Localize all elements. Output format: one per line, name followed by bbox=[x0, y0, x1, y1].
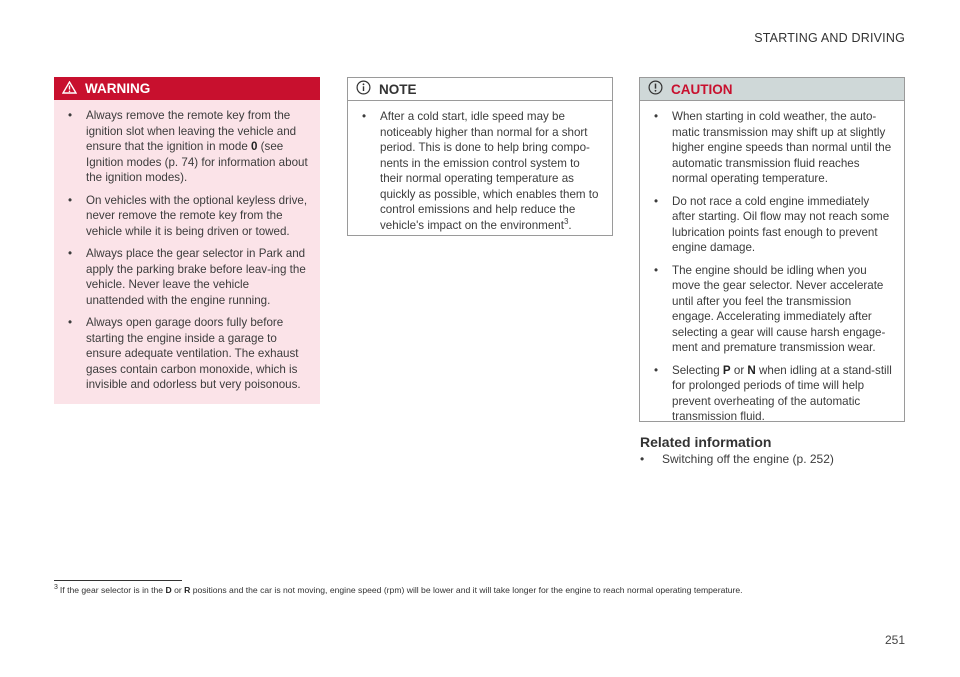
warning-triangle-icon bbox=[62, 81, 77, 97]
warning-header bbox=[54, 77, 320, 100]
related-link-switching-off-engine[interactable]: • Switching off the engine (p. 252) bbox=[640, 452, 834, 466]
caution-item: • Selecting P or N when idling at a stand-still for prolonged periods of time will help prevent overheating of the automatic transmission fluid. bbox=[654, 363, 892, 423]
section-title: STARTING AND DRIVING bbox=[754, 31, 905, 45]
page-number: 251 bbox=[884, 633, 905, 647]
info-circle-icon bbox=[356, 80, 371, 98]
note-item: • After a cold start, idle speed may be noticeably higher than normal for a short period. This is done to help bring compo-nents in the emission control system to their normal operating temperature as quickly as possible, which enables them to control emissions and help reduce the vehicle's impact on the environment$^3$. bbox=[362, 110, 599, 232]
caution-header bbox=[640, 78, 904, 101]
exclamation-circle-icon bbox=[648, 80, 663, 98]
warning-title: WARNING bbox=[85, 81, 151, 96]
caution-item: • Do not race a cold engine immediately after starting. Oil flow may not reach some lubrication points fast enough to prevent engine damage. bbox=[654, 194, 890, 254]
warning-item: • Always remove the remote key from the ignition slot when leaving the vehicle and ensure that the ignition in mode 0 (see Ignition modes (p. 74) for information about the ignition modes). bbox=[68, 109, 308, 184]
note-title: NOTE bbox=[379, 81, 417, 97]
footnote: $^3$ If the gear selector is in the D or R positions and the car is not moving, engine speed (rpm) will be lower and it will take longer for the engine to reach normal operating temperature. bbox=[54, 584, 743, 595]
caution-box bbox=[639, 77, 905, 422]
note-header bbox=[348, 78, 612, 101]
warning-box bbox=[54, 77, 320, 404]
footnote-divider bbox=[54, 580, 182, 581]
warning-item: • On vehicles with the optional keyless drive, never remove the remote key from the vehicle while it is being driven or towed. bbox=[68, 193, 308, 238]
note-box bbox=[347, 77, 613, 236]
caution-item: • When starting in cold weather, the auto-matic transmission may shift up at slightly higher engine speeds than normal until the automatic transmission fluid reaches normal operating temperature. bbox=[654, 110, 892, 185]
caution-item: • The engine should be idling when you move the gear selector. Never accelerate until after you feel the transmission engage. Accelerating immediately after selecting a gear will cause harsh engage-ment and premature transmission wear. bbox=[654, 263, 886, 354]
warning-item: • Always place the gear selector in Park and apply the parking brake before leav-ing the vehicle. Never leave the vehicle unattended with the engine running. bbox=[68, 247, 306, 307]
related-info-heading: Related information bbox=[640, 434, 772, 450]
caution-title: CAUTION bbox=[671, 81, 733, 97]
warning-item: • Always open garage doors fully before starting the engine inside a garage to ensure adequate ventilation. The exhaust gases contain carbon monoxide, which is invisible and odorless but very poisonous. bbox=[68, 316, 301, 391]
